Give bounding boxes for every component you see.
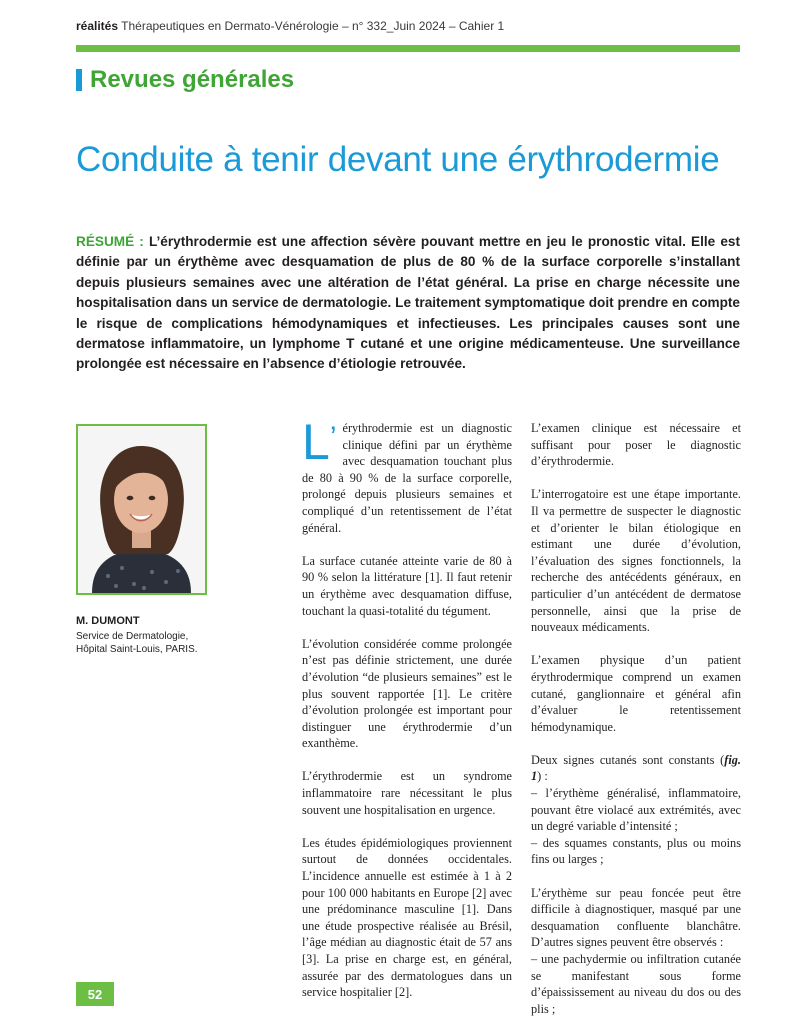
signs-lead: Deux signes cutanés sont constants ( xyxy=(531,752,725,767)
abstract xyxy=(76,232,740,375)
list-item: – des squames constants, plus ou moins fins ou larges ; xyxy=(531,835,741,867)
body-paragraph-text: L’érythème sur peau foncée peut être difficile à diagnostiquer, masqué par une desquamation confluente blanchâtre. D’autres signes peuvent être observés : xyxy=(531,885,741,950)
body-paragraph xyxy=(302,414,512,536)
drop-cap xyxy=(302,414,337,470)
body-paragraph: Les études épidémiologiques proviennent surtout de données occidentales. L’incidence annuelle est estimée à 1 à 2 pour 100 000 habitants en Europe [2] avec une prédominance masculine [1]. Dans une étude prospective réalisée au Brésil, l’âge médian au diagnostic était de 57 ans [3]. La prise en charge est, en général, assurée par des dermatologues dans un service hospitalier [2]. xyxy=(302,835,512,1000)
author-name: M. DUMONT xyxy=(76,615,140,627)
author-affiliation-line-1: Service de Dermatologie, xyxy=(76,631,189,642)
section-label: Revues générales xyxy=(90,66,295,93)
body-paragraph: L’évolution considérée comme prolongée n’est pas définie strictement, une durée d’évolution “de plusieurs semaines” est le plus souvent rapportée [1]. Le critère d’évolution prolongée est important pour distinguer une érythrodermie d’un exanthème. xyxy=(302,636,512,751)
abstract-text: L’érythrodermie est une affection sévère pouvant mettre en jeu le pronostic vital. Elle est définie par un érythème avec desquamation de plus de 80 % de la surface corporelle s’installant depuis plusieurs semaines avec une altération de l’état général. La prise en charge nécessite une hospitalisation dans un service de dermatologie. Le traitement symptomatique doit prendre en compte le risque de complications hémodynamiques et infectieuses. Les principales causes sont une dermatose inflammatoire, un lymphome T cutané et une origine médicamenteuse. Une surveillance prolongée est nécessaire en l’absence d’étiologie retrouvée. xyxy=(76,234,740,372)
journal-issue: Thérapeutiques en Dermato-Vénérologie – n° 332_Juin 2024 – Cahier 1 xyxy=(118,19,505,33)
body-paragraph: L’interrogatoire est une étape importante. Il va permettre de suspecter le diagnostic et d’orienter le bilan étiologique en estimant une durée d’évolution, l’évaluation des signes fonctionnels, la recherche des antécédents généraux, en particulier d’un antécédent de dermatose personnelle, ainsi que la prise de nouveaux médicaments. xyxy=(531,487,741,635)
body-paragraph-text: érythrodermie est un diagnostic clinique défini par un érythème avec desquamation touchant plus de 80 à 90 % de la surface corporelle, prolongé depuis plusieurs semaines et compliqué d’un retentissement de l’état général. xyxy=(302,421,512,535)
body-paragraph: La surface cutanée atteinte varie de 80 à 90 % selon la littérature [1]. Il faut retenir un érythème avec desquamation diffuse, touchant la quasi-totalité du tégument. xyxy=(302,553,512,618)
author-affiliation xyxy=(76,630,276,656)
section-heading xyxy=(76,65,294,95)
author-affiliation-line-2: Hôpital Saint-Louis, PARIS. xyxy=(76,644,198,655)
author-photo xyxy=(76,424,207,595)
author-portrait-image xyxy=(78,426,205,593)
running-header xyxy=(76,19,736,33)
header-rule xyxy=(76,45,740,52)
drop-cap-apostrophe: ’ xyxy=(329,421,337,454)
abstract-keyword: RÉSUMÉ : xyxy=(76,234,149,249)
list-item: – l’érythème généralisé, inflammatoire, pouvant être violacé aux extrémités, avec un degré variable d’intensité ; xyxy=(531,786,741,834)
figure-reference: fig. 1 xyxy=(531,752,741,784)
body-paragraph xyxy=(531,752,741,868)
body-column-1 xyxy=(302,414,512,1017)
body-paragraph: L’érythrodermie est un syndrome inflammatoire rare nécessitant le plus souvent une hospitalisation en urgence. xyxy=(302,769,512,817)
journal-brand: réalités xyxy=(76,19,119,33)
signs-lead-tail: ) : xyxy=(537,769,548,784)
list-item: – une pachydermie ou infiltration cutanée se manifestant sous forme d’épaississement au niveau du dos ou des plis ; xyxy=(531,952,741,1016)
body-column-2 xyxy=(531,420,741,1034)
page-number: 52 xyxy=(76,982,114,1006)
body-paragraph xyxy=(531,885,741,1018)
body-paragraph: L’examen clinique est nécessaire et suffisant pour poser le diagnostic d’érythrodermie. xyxy=(531,421,741,469)
section-marker xyxy=(76,69,82,91)
drop-cap-letter: L xyxy=(302,414,330,470)
article-title: Conduite à tenir devant une érythrodermie xyxy=(76,140,720,179)
body-paragraph: L’examen physique d’un patient érythrodermique comprend un examen cutané, ganglionnaire et général afin d’évaluer le retentissement hémodynamique. xyxy=(531,653,741,734)
